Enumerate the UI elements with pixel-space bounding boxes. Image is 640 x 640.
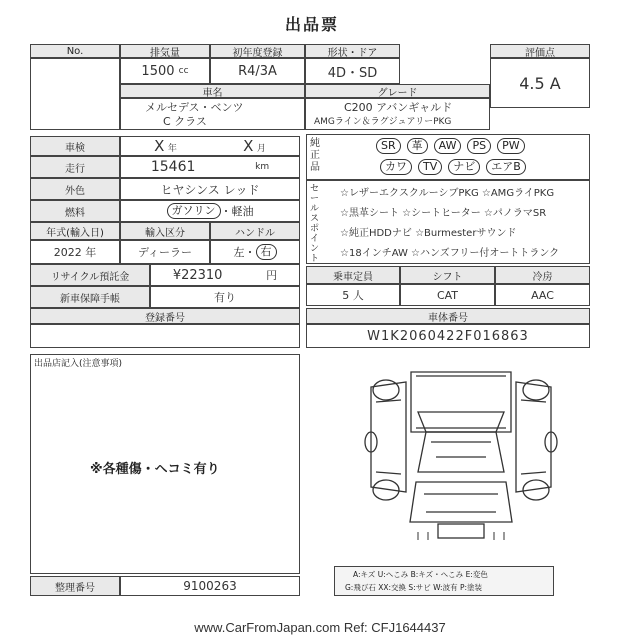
equip-kawa: カワ bbox=[380, 159, 412, 175]
grade-value: C200 アバンギャルド AMGライン＆ラグジュアリーPKG bbox=[305, 98, 490, 130]
no-header: No. bbox=[30, 44, 120, 58]
body-door-value: 4D・SD bbox=[305, 58, 400, 84]
first-reg-header: 初年度登録 bbox=[210, 44, 305, 58]
rating-header: 評価点 bbox=[490, 44, 590, 58]
car-name-header: 車名 bbox=[120, 84, 305, 98]
ref-number-header: 整理番号 bbox=[30, 576, 120, 596]
displacement-value: 1500 cc bbox=[120, 58, 210, 84]
fuel-header: 燃料 bbox=[30, 200, 120, 222]
fuel-gas-selected: ガソリン bbox=[167, 203, 221, 219]
equip-tv: TV bbox=[418, 159, 442, 175]
ac-value: AAC bbox=[495, 284, 590, 306]
sheet-title: 出品票 bbox=[285, 15, 340, 34]
new-warranty-header: 新車保障手帳 bbox=[30, 286, 150, 308]
wheel-front-left bbox=[373, 380, 399, 400]
body-door-header: 形状・ドア bbox=[305, 44, 400, 58]
inspection-header: 車検 bbox=[30, 136, 120, 156]
import-type-header: 輸入区分 bbox=[120, 222, 210, 240]
sales-point-3: ☆純正HDDナビ ☆Burmesterサウンド bbox=[340, 228, 517, 239]
seats-header: 乗車定員 bbox=[306, 266, 400, 284]
notes-value: ※各種傷・ヘコミ有り bbox=[90, 462, 220, 477]
mileage-header: 走行 bbox=[30, 156, 120, 178]
source-watermark: www.CarFromJapan.com Ref: CFJ1644437 bbox=[194, 620, 446, 635]
damage-legend bbox=[334, 566, 554, 596]
car-body-center bbox=[418, 412, 504, 432]
exterior-color-header: 外色 bbox=[30, 178, 120, 200]
first-reg-value: R4/3A bbox=[210, 58, 305, 84]
no-value bbox=[30, 58, 120, 130]
vin-header: 車体番号 bbox=[306, 308, 590, 324]
new-warranty-value: 有り bbox=[150, 286, 300, 308]
handle-value: 左 ・ 右 bbox=[210, 240, 300, 264]
equip-pw: PW bbox=[497, 138, 525, 154]
equipment-row-2 bbox=[380, 159, 526, 175]
ac-header: 冷房 bbox=[495, 266, 590, 284]
displacement-header: 排気量 bbox=[120, 44, 210, 58]
handle-header: ハンドル bbox=[210, 222, 300, 240]
mileage-value: 15461 km bbox=[120, 156, 300, 178]
recycle-value: ¥22310 円 bbox=[150, 264, 300, 286]
equip-navi: ナビ bbox=[448, 159, 480, 175]
sales-points-label: セールスポイント bbox=[310, 184, 320, 264]
equip-airbag: エアB bbox=[486, 159, 526, 175]
reg-number-value bbox=[30, 324, 300, 348]
import-type-value: ディーラー bbox=[120, 240, 210, 264]
exterior-color-value: ヒヤシンス レッド bbox=[120, 178, 300, 200]
car-front bbox=[410, 482, 512, 522]
recycle-header: リサイクル預託金 bbox=[30, 264, 150, 286]
car-name-value: メルセデス・ベンツ C クラス bbox=[120, 98, 305, 130]
equip-sr: SR bbox=[376, 138, 401, 154]
equip-aw: AW bbox=[434, 138, 462, 154]
sales-point-4: ☆18インチAW ☆ハンズフリー付オートトランク bbox=[340, 248, 560, 259]
seats-value: 5 人 bbox=[306, 284, 400, 306]
equipment-label: 純正品 bbox=[310, 138, 320, 173]
sales-point-1: ☆レザーエクスクルーシブPKG ☆AMGライPKG bbox=[340, 188, 555, 199]
car-roof bbox=[411, 372, 511, 432]
sales-point-2: ☆黒革シート ☆シートヒーター ☆パノラマSR bbox=[340, 208, 547, 219]
equipment-row-1 bbox=[376, 138, 525, 154]
ref-number-value: 9100263 bbox=[120, 576, 300, 596]
notes-label: 出品店記入(注意事項) bbox=[34, 359, 123, 369]
model-year-header: 年式(輸入日) bbox=[30, 222, 120, 240]
grade-header: グレード bbox=[305, 84, 490, 98]
inspection-value: X 年 X 月 bbox=[120, 136, 300, 156]
vin-value: W1K2060422F016863 bbox=[306, 324, 590, 348]
reg-number-header: 登録番号 bbox=[30, 308, 300, 324]
handle-right-selected: 右 bbox=[256, 244, 277, 260]
rating-value: 4.5 A bbox=[490, 58, 590, 108]
equip-leather: 革 bbox=[407, 138, 428, 154]
wheel-front-right bbox=[523, 380, 549, 400]
legend-line-1: A:キズ U:へこみ B:キズ・へこみ E:変色 bbox=[353, 570, 488, 579]
model-year-value: 2022 年 bbox=[30, 240, 120, 264]
fuel-value: ガソリン ・ 軽油 bbox=[120, 200, 300, 222]
shift-value: CAT bbox=[400, 284, 495, 306]
car-diagram bbox=[356, 362, 566, 562]
equip-ps: PS bbox=[467, 138, 491, 154]
legend-line-2: G:飛び石 XX:交換 S:サビ W:波有 P:塗装 bbox=[345, 583, 483, 592]
shift-header: シフト bbox=[400, 266, 495, 284]
